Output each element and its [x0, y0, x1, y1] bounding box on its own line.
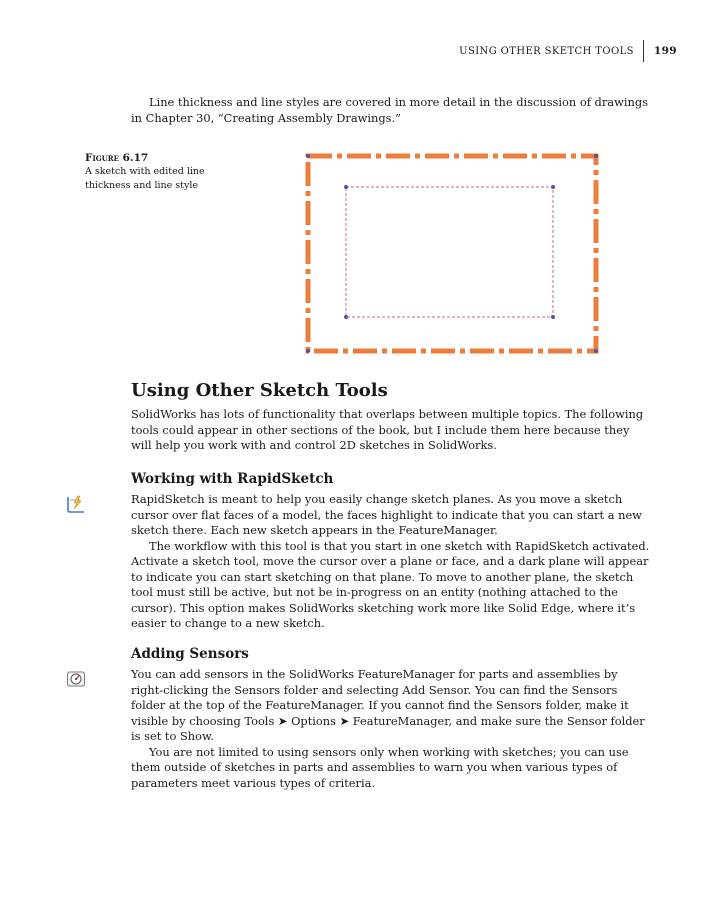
sketch-point	[551, 185, 555, 189]
sensors-paragraph-1: You can add sensors in the SolidWorks FeatureManager for parts and assemblies by right-clicking the Sensors folder and selecting Add Sensor. You can find the Sensors folder at the top of the FeatureManager. If you cannot find the Sensors folder, make it visible by choosing Tools ➤ Options ➤ FeatureManager, and make sure the Sensor folder is set to Show.	[131, 667, 645, 743]
running-title: USING OTHER SKETCH TOOLS	[459, 45, 634, 57]
header-divider	[643, 40, 644, 62]
rapidsketch-icon	[66, 494, 86, 514]
rapidsketch-paragraph-1: RapidSketch is meant to help you easily change sketch planes. As you move a sketch cursor over flat faces of a model, the faces highlight to indicate that you can start a new sketch there. Each new sketch appears in the FeatureManager.	[131, 492, 642, 537]
sketch-point	[594, 349, 598, 353]
section-sensors	[131, 646, 651, 791]
sketch-point	[594, 154, 598, 158]
figure-caption	[85, 151, 215, 193]
sketch-point	[306, 154, 310, 158]
sensor-icon	[66, 669, 86, 689]
inner-rectangle	[346, 187, 553, 317]
page-number: 199	[653, 45, 677, 57]
sketch-point	[551, 315, 555, 319]
section-paragraph: SolidWorks has lots of functionality that overlaps between multiple topics. The following tools could appear in other sections of the book, but I include them here because they will help you work with and control 2D sketches in SolidWorks.	[131, 407, 644, 452]
sensors-paragraph-2: You are not limited to using sensors only when working with sketches; you can use them outside of sketches in parts and assemblies to warn you when various types of parameters meet various types of criteria.	[131, 744, 629, 790]
sketch-point	[344, 185, 348, 189]
subsection-title: Adding Sensors	[131, 646, 249, 662]
section-title: Using Other Sketch Tools	[131, 380, 388, 401]
figure-label: Figure 6.17	[85, 152, 149, 164]
sketch-canvas	[302, 151, 602, 357]
section-other-sketch-tools	[131, 380, 651, 454]
running-header	[459, 40, 677, 62]
rapidsketch-paragraph-2: The workflow with this tool is that you start in one sketch with RapidSketch activated. Activate a sketch tool, move the cursor over a plane or face, and a dark plane will appear to indicate you can start sketching on that plane. To move to another plane, the sketch tool must still be active, but not be in-progress on an entity (nothing attached to the cursor). This option makes SolidWorks sketching work more like Solid Edge, where it’s easier to change to a new sketch.	[131, 538, 650, 630]
section-rapidsketch	[131, 471, 651, 632]
sketch-figure	[302, 151, 602, 361]
intro-block	[131, 95, 651, 126]
sketch-points	[306, 154, 598, 353]
figure-caption-text: A sketch with edited line thickness and line style	[85, 166, 205, 191]
intro-paragraph: Line thickness and line styles are covered in more detail in the discussion of drawings in Chapter 30, “Creating Assembly Drawings.”	[131, 95, 648, 125]
subsection-title: Working with RapidSketch	[131, 471, 334, 487]
sketch-point	[306, 349, 310, 353]
sketch-point	[344, 315, 348, 319]
